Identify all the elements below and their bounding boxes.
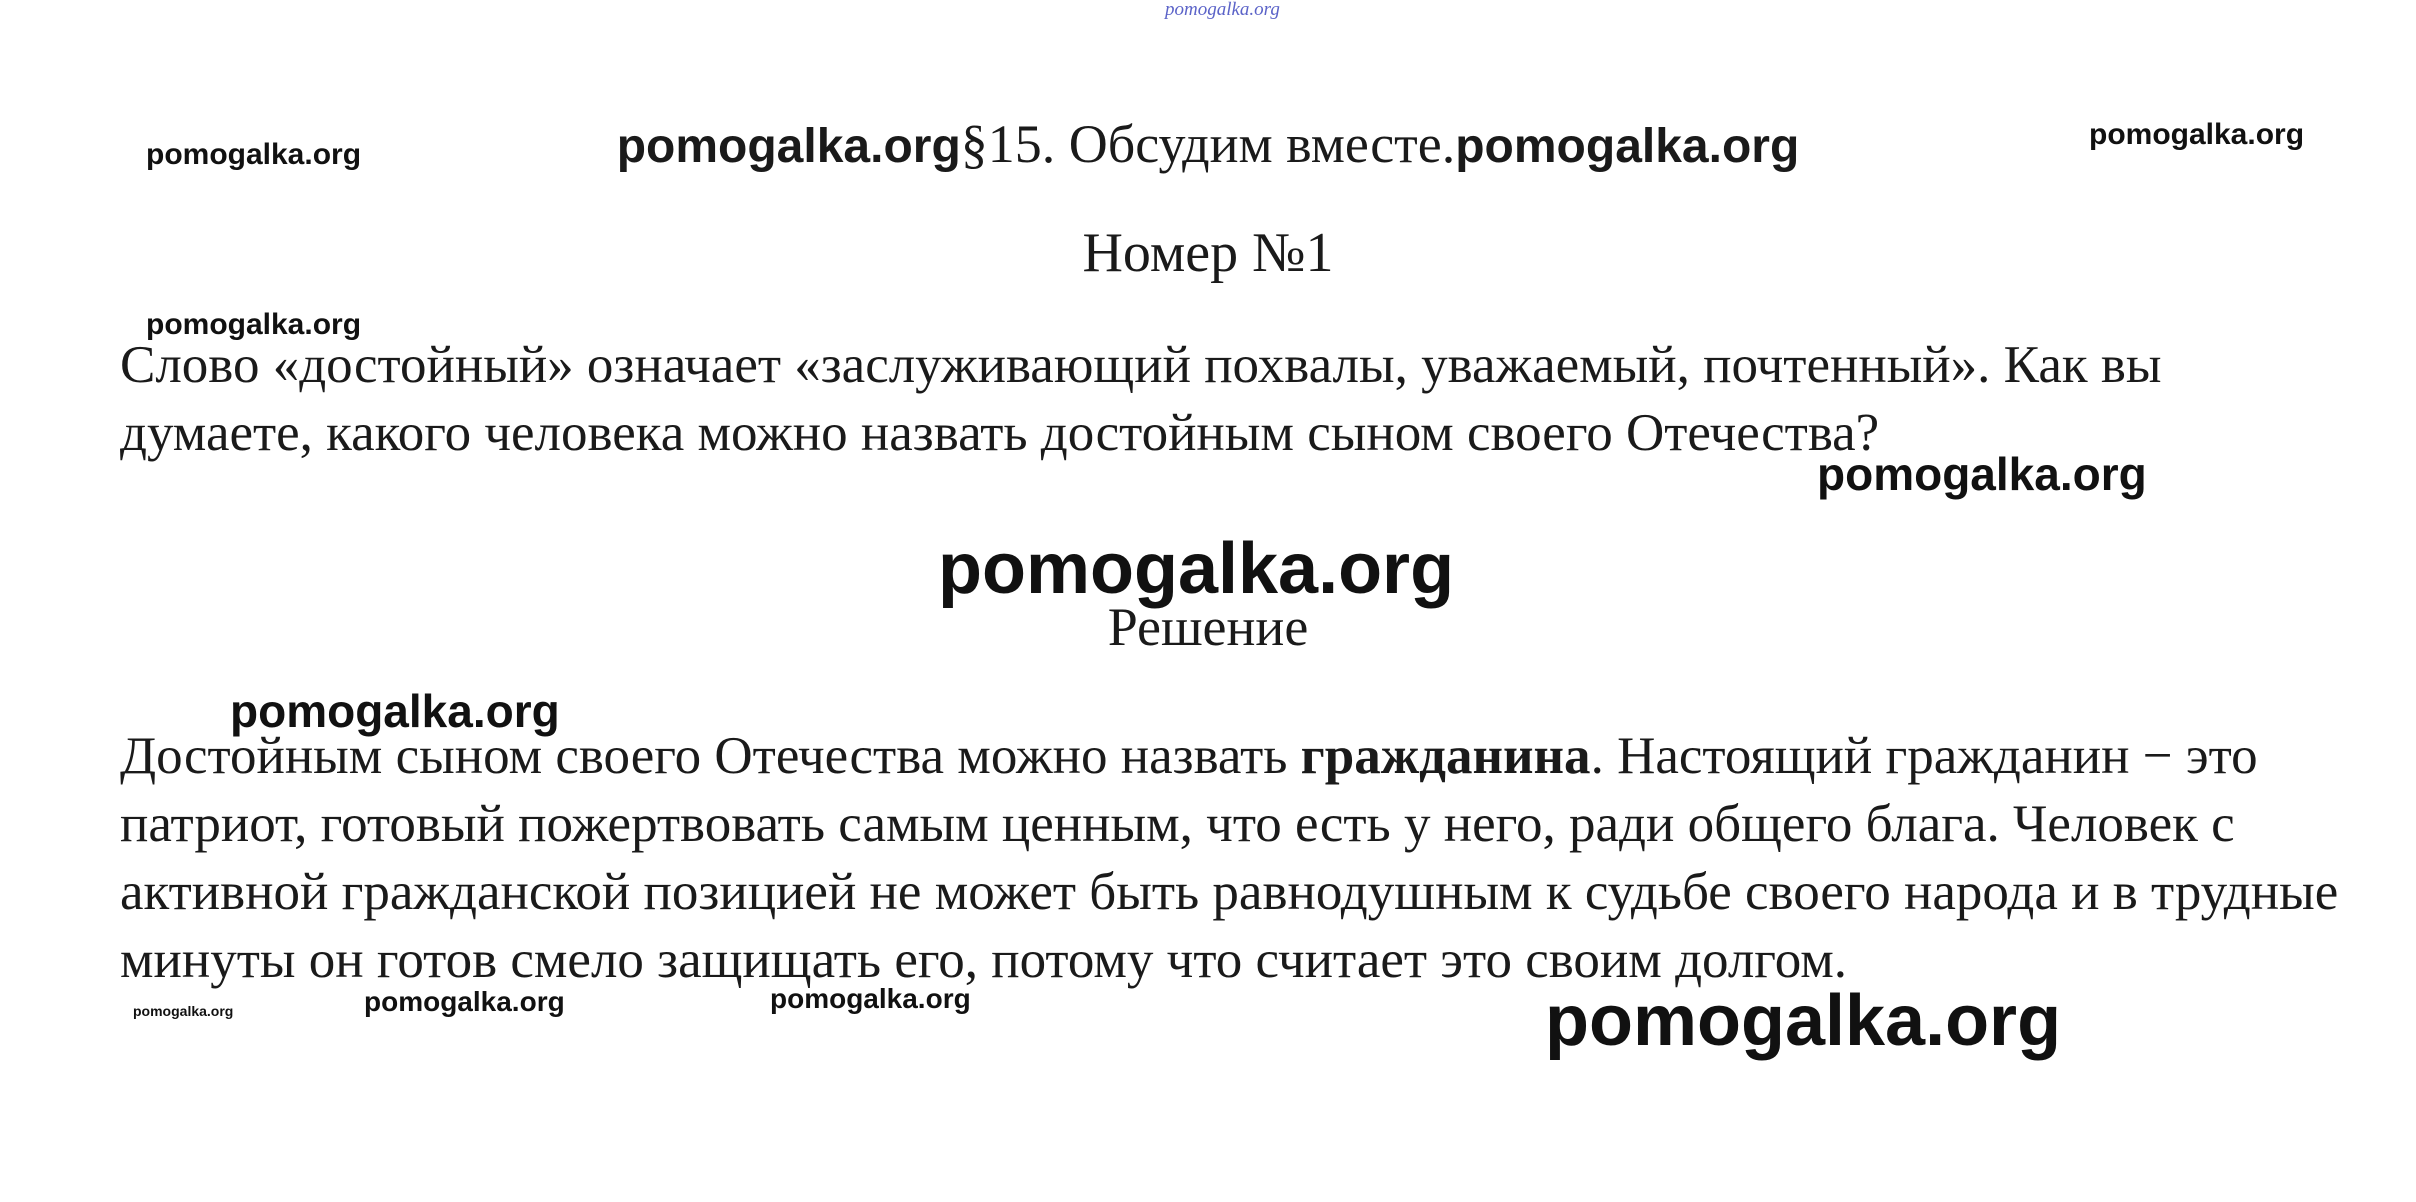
watermark-answer-left: pomogalka.org [230,685,560,737]
answer-keyword: гражданина [1300,727,1591,785]
watermark-bottom-small-1: pomogalka.org [364,986,565,1017]
watermark-question-right: pomogalka.org [1817,448,2147,500]
solution-heading: Решение [1107,597,1309,657]
watermark-center-large: pomogalka.org [938,529,1455,609]
page-title [0,112,2416,179]
answer-text-start: Достойным сыном своего Отечества можно назвать [120,727,1301,785]
watermark-title-left: pomogalka.org [616,120,961,173]
watermark-title-right: pomogalka.org [1455,120,1800,173]
watermark-top-right: pomogalka.org [2089,118,2305,151]
title-text: §15. Обсудим вместе. [960,114,1456,174]
watermark-bottom-large: pomogalka.org [1545,981,2062,1061]
watermark-top-left: pomogalka.org [146,138,362,171]
watermark-question-left: pomogalka.org [146,308,362,341]
question-text: Слово «достойный» означает «заслуживающий похвалы, уважаемый, почтенный». Как вы думаете, какого человека можно назвать достойным сыном своего Отечества? [120,336,2162,462]
answer-text-end: . Настоящий гражданин − это патриот, готовый пожертвовать самым ценным, что есть у него, ради общего блага. Человек с активной гражданской позицией не может быть равнодушным к судьбе своего народа и в трудные минуты он готов смело защищать его, потому что считает это своим долгом. [120,727,2339,989]
answer-text [120,722,2350,994]
exercise-number: Номер №1 [1082,222,1334,284]
watermark-bottom-tiny: pomogalka.org [133,1003,234,1019]
watermark-bottom-small-2: pomogalka.org [770,983,971,1014]
watermark-top: pomogalka.org [1165,0,1280,20]
